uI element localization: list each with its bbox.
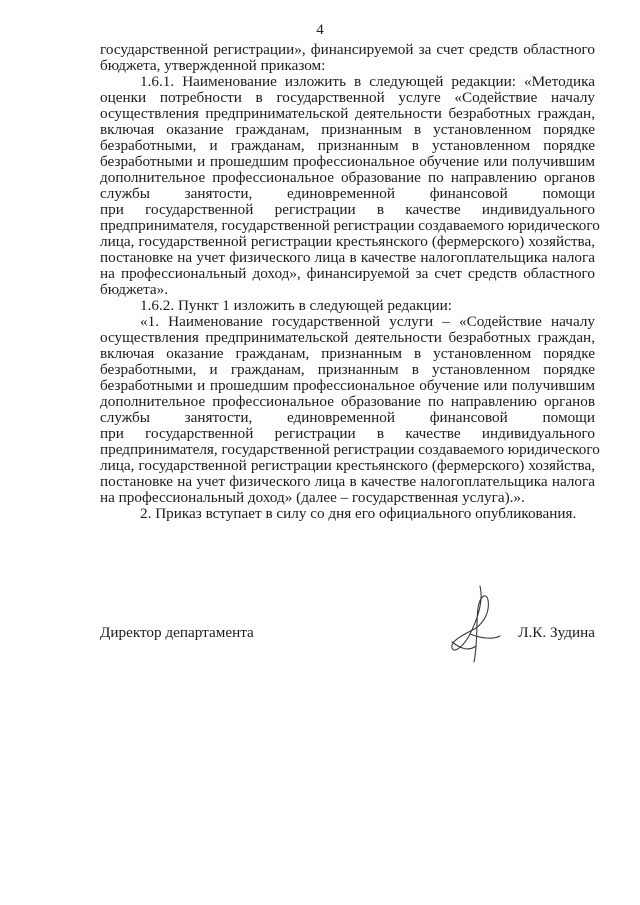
text-line: дополнительное профессиональное образование по направлению органов (100, 169, 595, 186)
text-line: лица, государственной регистрации крестьянского (фермерского) хозяйства, (100, 233, 595, 250)
text-line: оценки потребности в государственной услуге «Содействие началу (100, 89, 595, 106)
text-line: безработными, и гражданам, признанным в установленном порядке (100, 137, 595, 154)
signatory-position: Директор департамента (100, 624, 254, 641)
text-line: на профессиональный доход» (далее – государственная услуга).». (100, 489, 525, 506)
signatory-name: Л.К. Зудина (518, 624, 595, 641)
text-line: бюджета». (100, 281, 169, 298)
text-line: при государственной регистрации в качестве индивидуального (100, 201, 595, 218)
text-line: государственной регистрации», финансируемой за счет средств областного (100, 41, 595, 58)
text-line: включая оказание гражданам, признанным в установленном порядке (100, 345, 595, 362)
text-line: включая оказание гражданам, признанным в установленном порядке (100, 121, 595, 138)
page-number: 4 (316, 22, 324, 38)
text-line: предпринимателя, государственной регистрации создаваемого юридического (100, 441, 600, 458)
text-line: службы занятости, единовременной финансовой помощи (100, 185, 595, 202)
text-line: осуществления предпринимательской деятельности безработных граждан, (100, 329, 595, 346)
signature-block (100, 624, 595, 642)
text-line: 1.6.1. Наименование изложить в следующей редакции: «Методика (140, 73, 595, 90)
text-line: бюджета, утвержденной приказом: (100, 57, 326, 74)
text-line: предпринимателя, государственной регистрации создаваемого юридического (100, 217, 600, 234)
text-line: дополнительное профессиональное образование по направлению органов (100, 393, 595, 410)
text-line: лица, государственной регистрации крестьянского (фермерского) хозяйства, (100, 457, 595, 474)
text-line: безработными и прошедшим профессиональное обучение или получившим (100, 377, 595, 394)
text-line: постановке на учет физического лица в качестве налогоплательщика налога (100, 473, 595, 490)
text-line: на профессиональный доход», финансируемой за счет средств областного (100, 265, 595, 282)
text-line: безработными и прошедшим профессиональное обучение или получившим (100, 153, 595, 170)
text-line: безработными, и гражданам, признанным в установленном порядке (100, 361, 595, 378)
text-line: 1.6.2. Пункт 1 изложить в следующей редакции: (140, 297, 453, 314)
document-body (100, 41, 600, 522)
text-line: 2. Приказ вступает в силу со дня его официального опубликования. (140, 505, 577, 522)
text-line: постановке на учет физического лица в качестве налогоплательщика налога (100, 249, 595, 266)
text-line: службы занятости, единовременной финансовой помощи (100, 409, 595, 426)
text-line: осуществления предпринимательской деятельности безработных граждан, (100, 105, 595, 122)
text-line: при государственной регистрации в качестве индивидуального (100, 425, 595, 442)
text-line: «1. Наименование государственной услуги – «Содействие началу (140, 313, 595, 330)
